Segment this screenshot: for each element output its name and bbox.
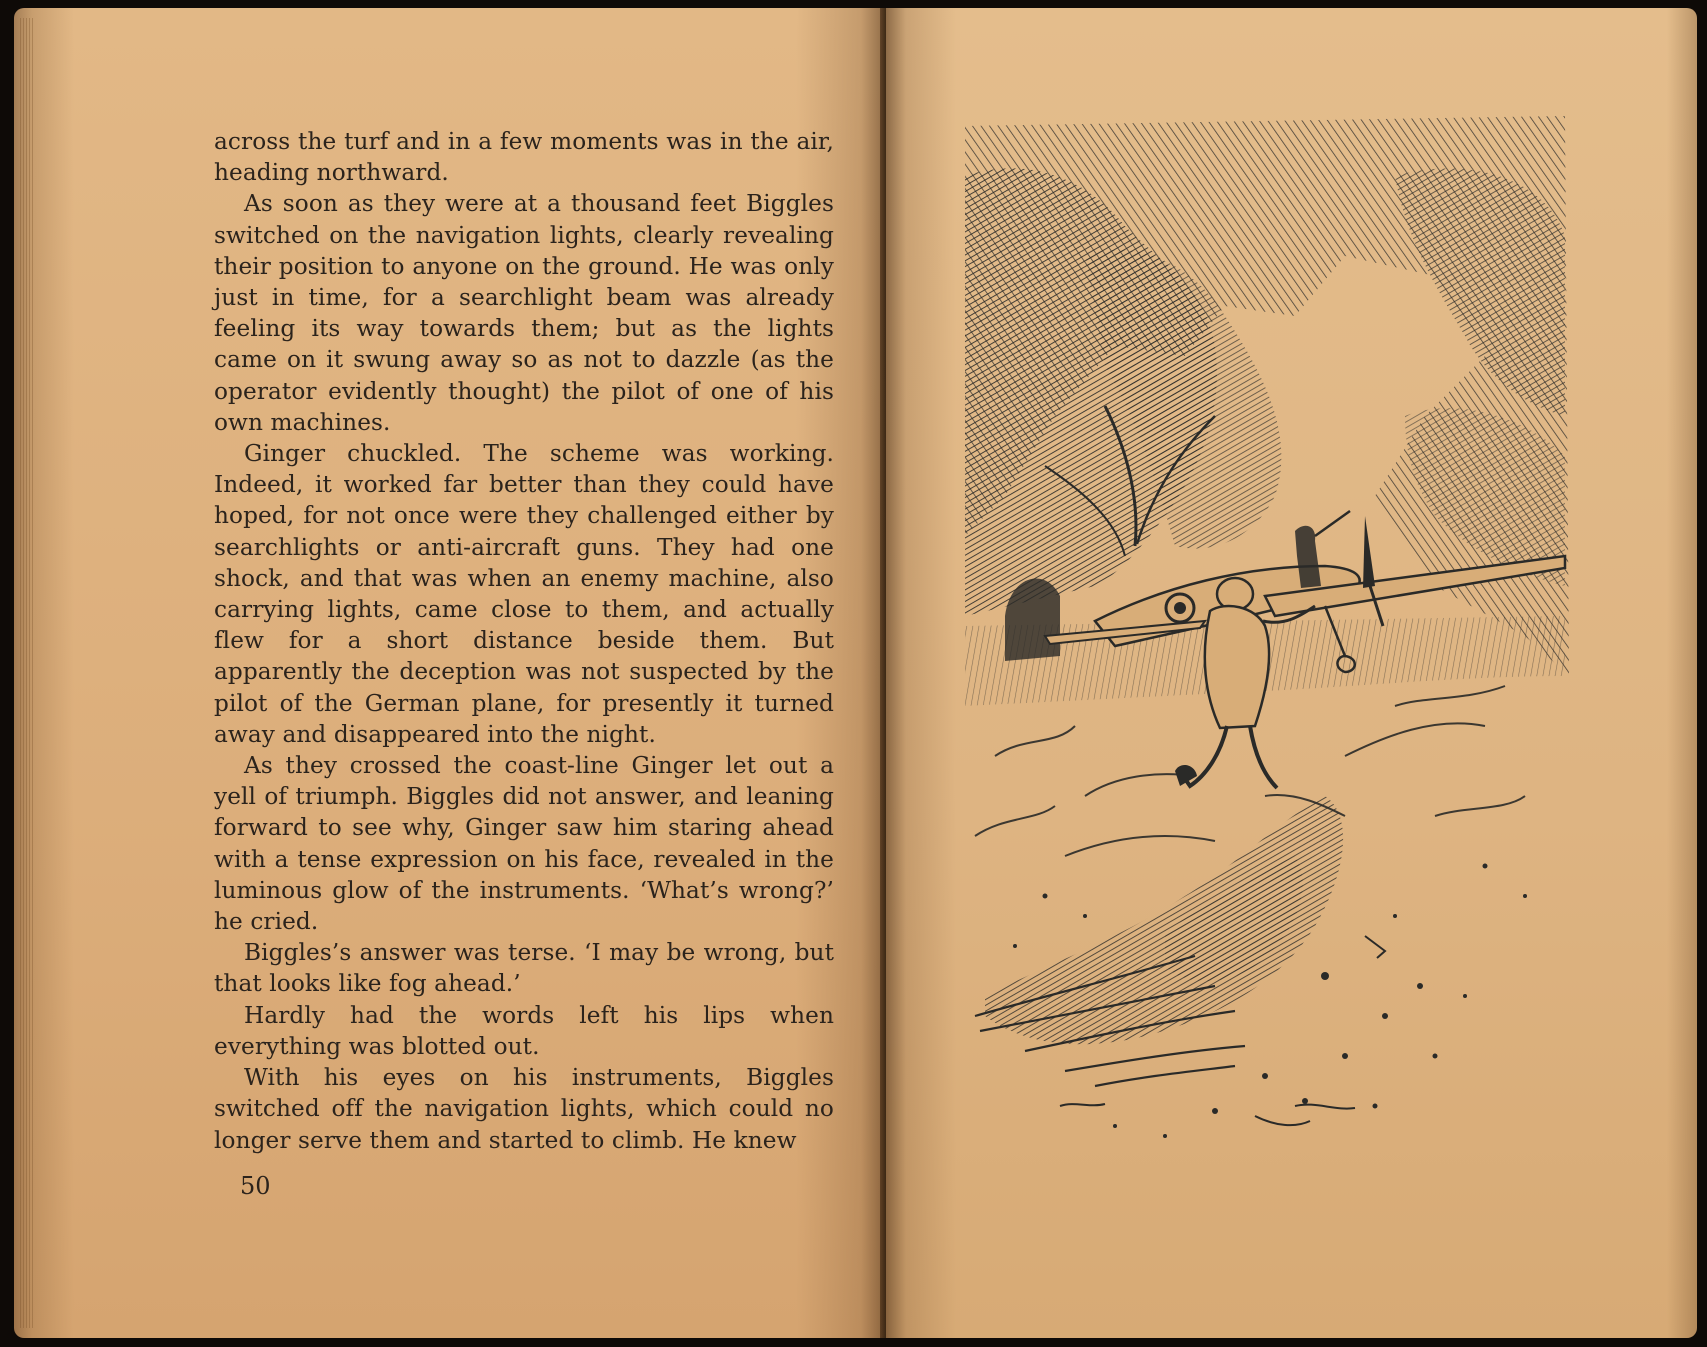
right-page xyxy=(886,8,1697,1338)
ink-illustration xyxy=(965,116,1583,1146)
paragraph: With his eyes on his instruments, Biggles switched off the navigation lights, which could no longer serve them and started to climb. He knew xyxy=(214,1064,834,1154)
page-number: 50 xyxy=(240,1172,271,1200)
open-book xyxy=(14,8,1697,1338)
paragraph: Ginger chuckled. The scheme was working. Indeed, it worked far better than they could have hoped, for not once were they challenged either by searchlights or anti-aircraft guns. They had one shock, and that was when an enemy machine, also carrying lights, came close to them, and actually flew for a short distance beside them. But apparently the deception was not suspected by the pilot of the German plane, for presently it turned away and disappeared into the night. xyxy=(214,440,834,748)
left-page xyxy=(14,8,886,1338)
paragraph: Biggles’s answer was terse. ‘I may be wrong, but that looks like fog ahead.’ xyxy=(214,939,834,998)
paragraph: across the turf and in a few moments was in the air, heading northward. xyxy=(214,128,834,187)
paragraph: Hardly had the words left his lips when everything was blotted out. xyxy=(214,1001,834,1060)
paragraph: As they crossed the coast-line Ginger let out a yell of triumph. Biggles did not answer, and leaning forward to see why, Ginger saw him staring ahead with a tense expression on his face, revealed in the luminous glow of the instruments. ‘What’s wrong?’ he cried. xyxy=(214,752,834,936)
paragraph: As soon as they were at a thousand feet Biggles switched on the navigation lights, clearly revealing their position to anyone on the ground. He was only just in time, for a searchlight beam was already feeling its way towards them; but as the lights came on it swung away so as not to dazzle (as the operator evidently thought) the pilot of one of his own machines. xyxy=(214,190,834,436)
body-text xyxy=(214,126,834,1156)
